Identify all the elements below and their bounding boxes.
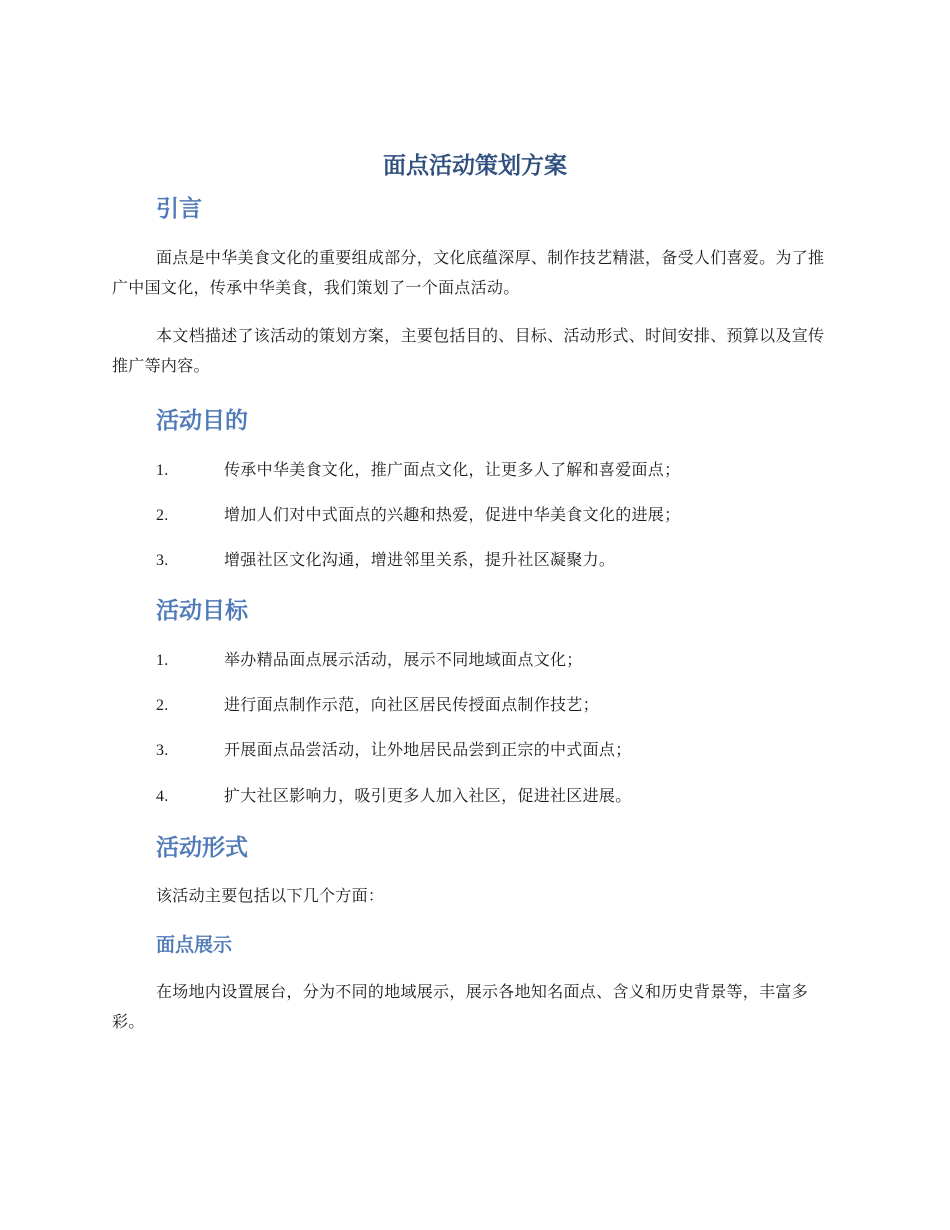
list-item-number: 1.: [156, 652, 169, 669]
list-item-text: 举办精品面点展示活动，展示不同地域面点文化；: [224, 650, 583, 669]
list-item-text: 增强社区文化沟通，增进邻里关系，提升社区凝聚力。: [224, 550, 616, 569]
section-heading-intro: 引言: [156, 196, 202, 222]
list-item-number: 2.: [156, 507, 169, 524]
list-item: [156, 738, 836, 763]
section-heading-purpose: 活动目的: [156, 408, 248, 434]
list-item: [156, 784, 836, 809]
list-item-number: 3.: [156, 742, 169, 759]
document-title: 面点活动策划方案: [383, 153, 567, 179]
list-item-number: 2.: [156, 697, 169, 714]
list-item-text: 扩大社区影响力，吸引更多人加入社区，促进社区进展。: [224, 786, 632, 805]
list-item: [156, 693, 836, 718]
intro-paragraph-1: 面点是中华美食文化的重要组成部分，文化底蕴深厚、制作技艺精湛，备受人们喜爱。为了推广中国文化，传承中华美食，我们策划了一个面点活动。: [112, 248, 825, 297]
list-item-number: 4.: [156, 788, 169, 805]
list-item-text: 开展面点品尝活动，让外地居民品尝到正宗的中式面点；: [224, 740, 632, 759]
list-item: [156, 458, 836, 483]
list-item-text: 进行面点制作示范，向社区居民传授面点制作技艺；: [224, 695, 599, 714]
list-item-text: 传承中华美食文化，推广面点文化，让更多人了解和喜爱面点；: [224, 460, 681, 479]
list-item: [156, 648, 836, 673]
section-heading-goals: 活动目标: [156, 598, 248, 624]
intro-paragraph-2: 本文档描述了该活动的策划方案，主要包括目的、目标、活动形式、时间安排、预算以及宣传推广等内容。: [112, 326, 825, 375]
section-heading-format: 活动形式: [156, 835, 248, 861]
list-item-text: 增加人们对中式面点的兴趣和热爱，促进中华美食文化的进展；: [224, 505, 681, 524]
format-intro: 该活动主要包括以下几个方面：: [156, 886, 385, 905]
list-item-number: 1.: [156, 462, 169, 479]
list-item-number: 3.: [156, 552, 169, 569]
list-item: [156, 548, 836, 573]
display-paragraph: 在场地内设置展台，分为不同的地域展示，展示各地知名面点、含义和历史背景等，丰富多彩。: [112, 982, 809, 1031]
list-item: [156, 503, 836, 528]
subsection-heading-display: 面点展示: [156, 934, 233, 956]
